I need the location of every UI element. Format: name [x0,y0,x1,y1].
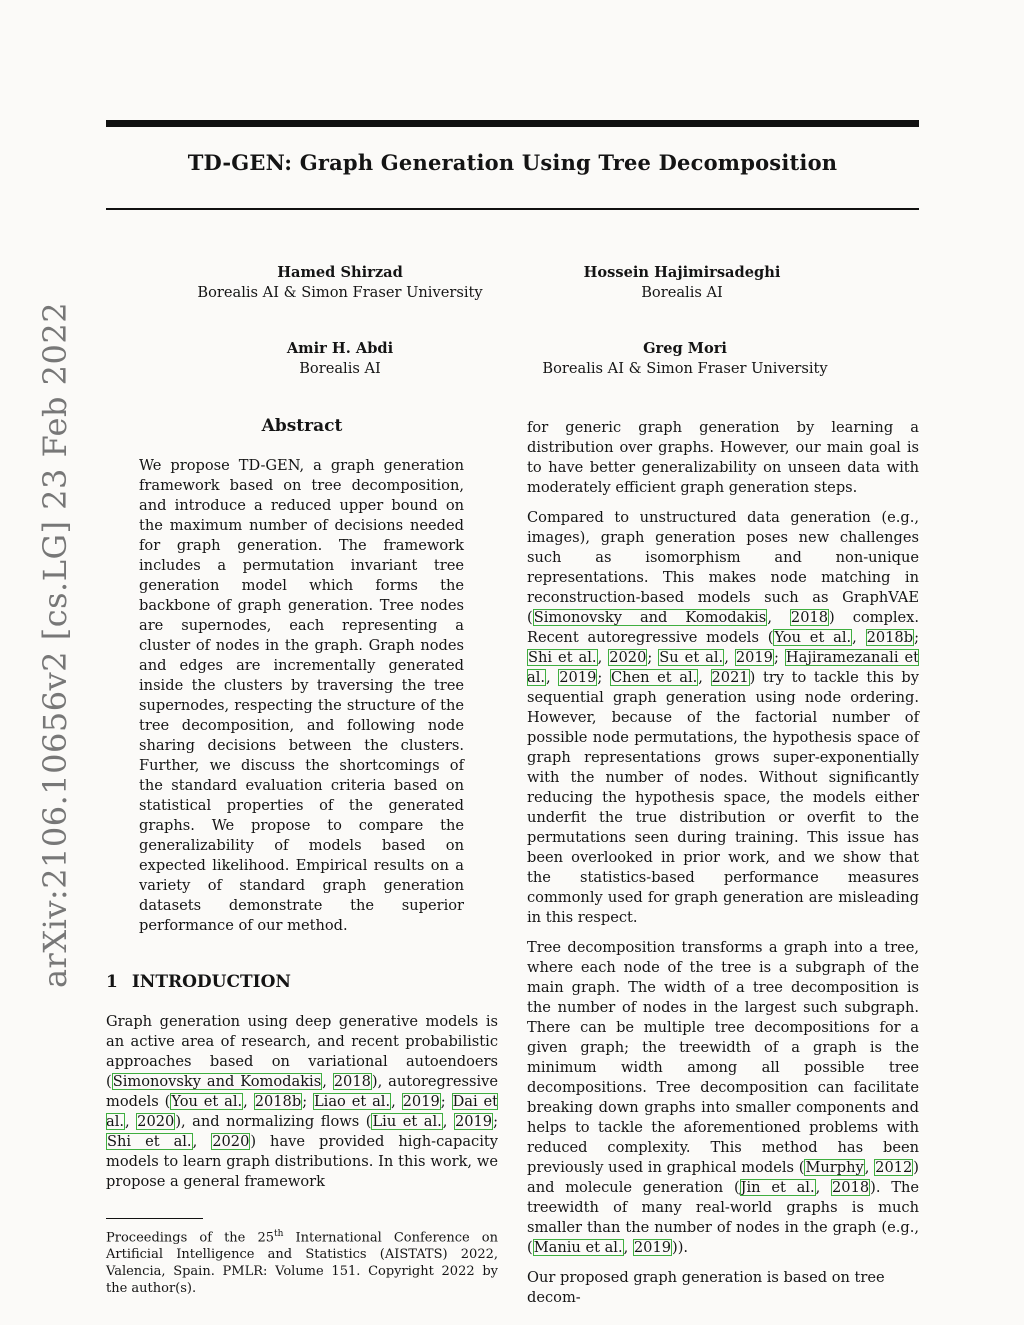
citation-link[interactable]: 2012 [875,1159,913,1176]
citation-link[interactable]: 2021 [711,669,749,686]
author-block [505,339,865,379]
citation-link[interactable]: Dai et al. [106,1093,499,1130]
citation-link[interactable]: 2019 [402,1093,440,1110]
citation-link[interactable]: 2018 [333,1073,371,1090]
citation-link[interactable]: Liao et al. [313,1093,391,1110]
left-column [106,414,498,1297]
citation-link[interactable]: You et al. [774,629,852,646]
citation-link[interactable]: Hajiramezanali et al. [527,649,919,686]
citation-link[interactable]: 2019 [633,1239,672,1256]
title-rule-bottom [106,208,919,210]
paragraph: Tree decomposition transforms a graph into a tree, where each node of the tree is a subgraph of the main graph. The width of a tree decomposition is the number of nodes in the largest such subgraph. There can be multiple tree decompositions for a given graph; the treewidth of a graph is the minimum width among all possible tree decompositions. Tree decomposition can facilitate breaking down graphs into smaller components and helps to tackle the aforementioned problems with reduced complexity. This method has been previously used in graphical models (Murphy, 2012) and molecule generation (Jin et al., 2018). The treewidth of many real-world graphs is much smaller than the number of nodes in the graph (e.g., (Maniu et al., 2019)). [527,939,920,1256]
citation-link[interactable]: 2018b [254,1093,302,1110]
citation-link[interactable]: 2019 [559,669,597,686]
citation-link[interactable]: 2019 [454,1113,493,1130]
author-affiliation: Borealis AI [299,360,381,377]
section-title: INTRODUCTION [131,972,291,992]
abstract-text: We propose TD-GEN, a graph generation framework based on tree decomposition, and introduce a reduced upper bound on the maximum number of decisions needed for graph generation. The framework includes a permutation invariant tree generation model which forms the backbone of graph generation. Tree nodes are supernodes, each representing a cluster of nodes in the graph. Graph nodes and edges are incrementally generated inside the clusters by traversing the tree supernodes, respecting the structure of the tree decomposition, and following node sharing decisions between the clusters. Further, we discuss the shortcomings of the standard evaluation criteria based on statistical properties of the generated graphs. We propose to compare the generalizability of models based on expected likelihood. Empirical results on a variety of standard graph generation datasets demonstrate the superior performance of our method. [139,457,464,934]
citation-link[interactable]: 2020 [609,649,647,666]
citation-link[interactable]: Chen et al. [610,669,698,686]
paragraph: Graph generation using deep generative models is an active area of research, and recent probabilistic approaches based on variational autoendoers (Simonovsky and Komodakis, 2018), autoregressive models (You et al., 2018b; Liao et al., 2019; Dai et al., 2020), and normalizing flows (Liu et al., 2019; Shi et al., 2020) have provided high-capacity models to learn graph distributions. In this work, we propose a general framework [106,1013,499,1190]
author-name: Amir H. Abdi [286,340,394,357]
abstract-heading: Abstract [261,416,343,436]
citation-link[interactable]: Simonovsky and Komodakis [533,609,767,626]
citation-link[interactable]: Murphy [805,1159,864,1176]
section-heading [106,972,498,992]
author-affiliation: Borealis AI & Simon Fraser University [197,284,483,301]
citation-link[interactable]: Shi et al. [107,1133,192,1150]
paragraph: Compared to unstructured data generation (e.g., images), graph generation poses new challenges such as isomorphism and non-unique representations. This makes node matching in reconstruction-based models such as GraphVAE (Simonovsky and Komodakis, 2018) complex. Recent autoregressive models (You et al., 2018b; Shi et al., 2020; Su et al., 2019; Hajiramezanali et al., 2019; Chen et al., 2021) try to tackle this by sequential graph generation using node ordering. However, because of the factorial number of possible node permutations, the hypothesis space of graph representations grows super-exponentially with the number of nodes. Without significantly reducing the hypothesis space, the models either underfit the true distribution or overfit to the permutations seen during training. This issue has been overlooked in prior work, and we show that the statistics-based performance measures commonly used for graph generation are misleading in this respect. [527,509,920,926]
citation-link[interactable]: 2018b [866,629,914,646]
section-number: 1 [106,972,118,992]
footnote: Proceedings of the 25th International Conference on Artificial Intelligence and Statistics (AISTATS) 2022, Valencia, Spain. PMLR: Volume 151. Copyright 2022 by the author(s). [106,1229,498,1297]
citation-link[interactable]: Maniu et al. [533,1239,623,1256]
title-rule-top [106,120,919,127]
citation-link[interactable]: Liu et al. [372,1113,442,1130]
author-name: Hossein Hajimirsadeghi [583,264,781,281]
citation-link[interactable]: Simonovsky and Komodakis [112,1073,322,1090]
citation-link[interactable]: Su et al. [659,649,724,666]
citation-link[interactable]: Jin et al. [740,1179,815,1196]
author-affiliation: Borealis AI [641,284,723,301]
author-affiliation: Borealis AI & Simon Fraser University [542,360,828,377]
paragraph: Our proposed graph generation is based on tree decom- [527,1269,885,1306]
citation-link[interactable]: 2019 [735,649,773,666]
citation-link[interactable]: 2020 [137,1113,175,1130]
author-name: Greg Mori [643,340,727,357]
right-column [527,418,919,1318]
author-block [160,263,520,303]
paper-title: TD-GEN: Graph Generation Using Tree Decomposition [187,150,838,175]
author-block [502,263,862,303]
citation-link[interactable]: 2018 [832,1179,870,1196]
footnote-rule [106,1218,203,1219]
citation-link[interactable]: Shi et al. [528,649,597,666]
arxiv-identifier[interactable]: arXiv:2106.10656v2 [cs.LG] 23 Feb 2022 [36,301,74,989]
citation-link[interactable]: You et al. [171,1093,243,1110]
author-block [160,339,520,379]
citation-link[interactable]: 2018 [790,609,829,626]
author-name: Hamed Shirzad [277,264,403,281]
citation-link[interactable]: 2020 [212,1133,250,1150]
paragraph: for generic graph generation by learning a distribution over graphs. However, our main goal is to have better generalizability on unseen data with moderately efficient graph generation steps. [527,419,919,496]
